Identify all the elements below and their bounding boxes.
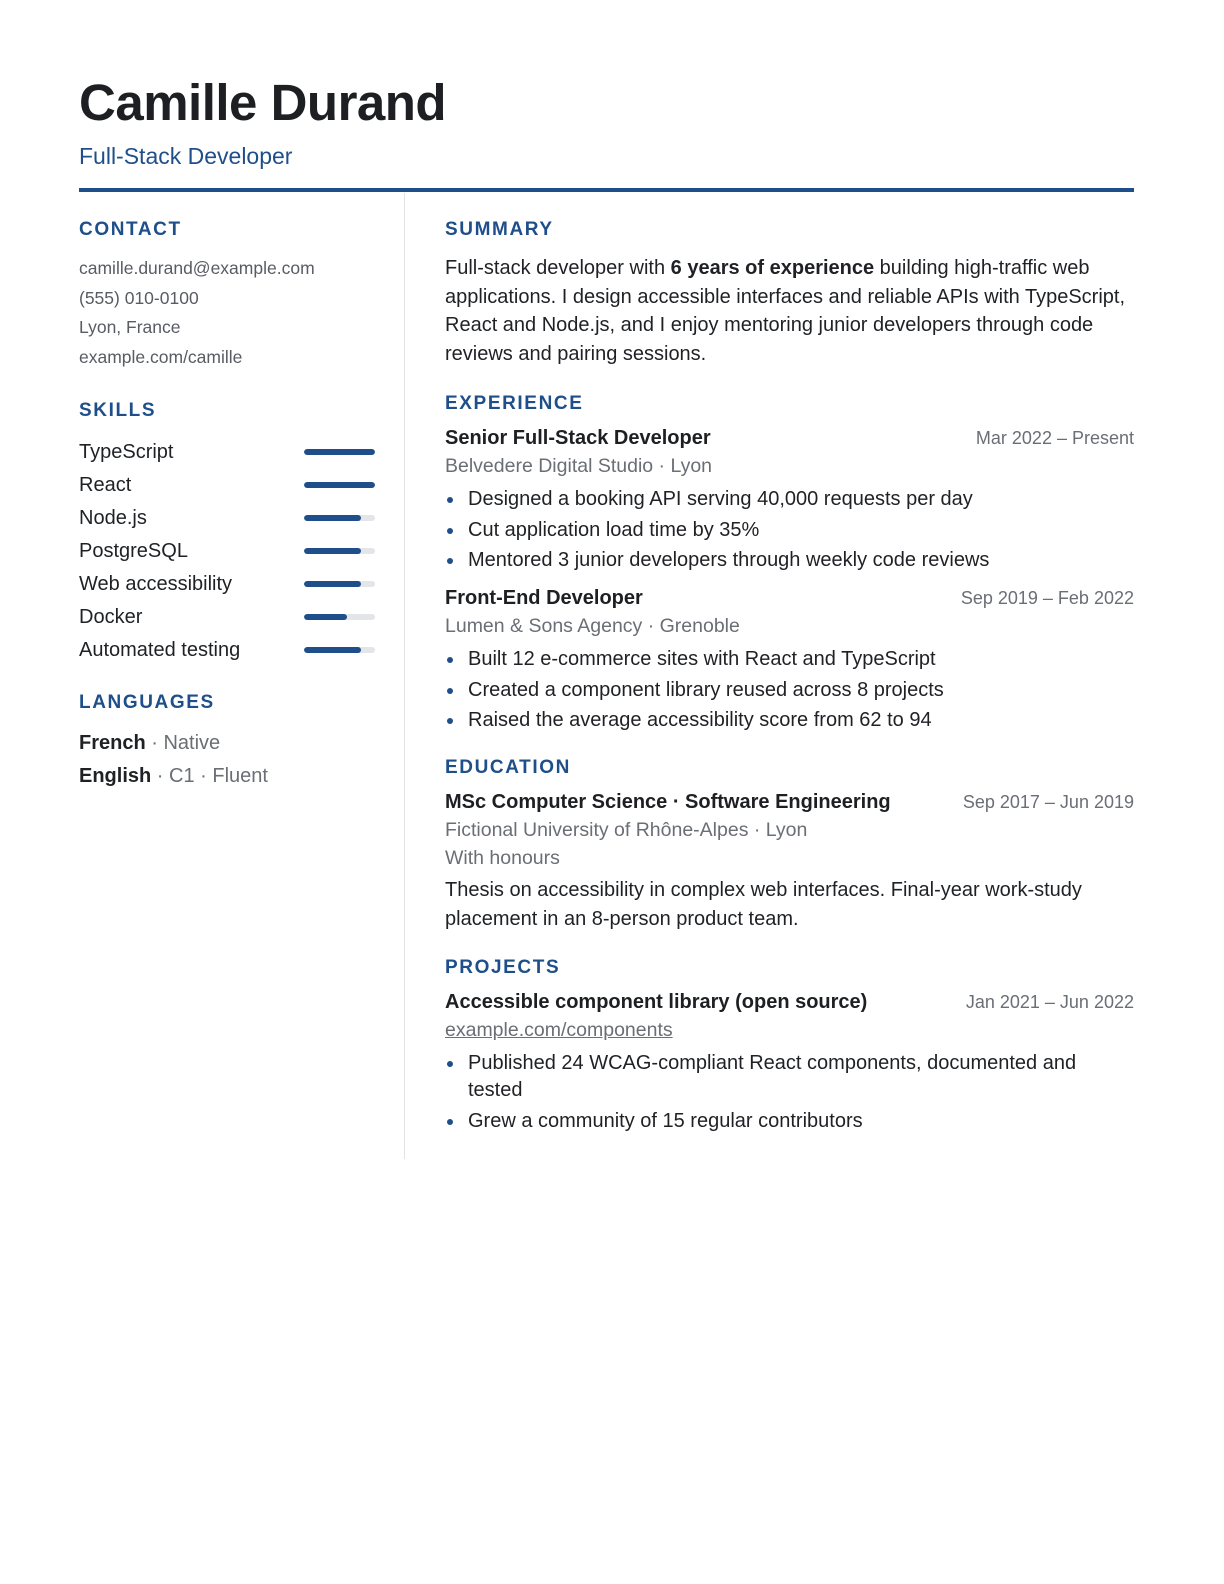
language-row: [79, 760, 379, 793]
list-item: Grew a community of 15 regular contributors: [445, 1108, 1134, 1135]
skill-name: Docker: [79, 605, 143, 628]
skill-level-bar: [304, 515, 375, 521]
summary-highlight: 6 years of experience: [670, 257, 875, 279]
language-level: · Native: [145, 731, 221, 754]
summary-text-start: Full-stack developer with: [445, 257, 671, 279]
skill-name: Automated testing: [79, 638, 241, 661]
contact-section: [79, 218, 379, 373]
project-entry: [445, 988, 1134, 1135]
contact-website[interactable]: example.com/camille: [79, 347, 243, 368]
education-description: Thesis on accessibility in complex web interfaces. Final-year work-study placement in an 8-person product team.: [445, 879, 1082, 930]
summary-heading: SUMMARY: [445, 219, 554, 240]
degree-title: MSc Computer Science · Software Engineering: [445, 791, 891, 813]
job-role: Senior Full-Stack Developer: [445, 427, 711, 449]
skill-name: React: [79, 473, 132, 496]
summary-text-end: building high-traffic web applications. I design accessible interfaces and reliable APIs with TypeScript, React and Node.js, and I enjoy mentoring junior developers through code reviews and pairing sessions.: [445, 257, 1125, 365]
experience-heading: EXPERIENCE: [445, 393, 584, 414]
list-item: Mentored 3 junior developers through weekly code reviews: [445, 547, 1134, 574]
skill-level-bar: [304, 581, 375, 587]
column-divider: [404, 193, 405, 1159]
school-name: Fictional University of Rhône-Alpes · Lyon: [445, 819, 808, 841]
skill-name: TypeScript: [79, 440, 174, 463]
contact-location: Lyon, France: [79, 317, 181, 338]
skill-row: [79, 502, 379, 535]
skill-level-fill: [304, 581, 361, 587]
list-item: Created a component library reused across 8 projects: [445, 677, 1134, 704]
sidebar-column: [79, 218, 379, 793]
project-name: Accessible component library (open source): [445, 991, 868, 1013]
languages-section: [79, 691, 379, 793]
skill-level-fill: [304, 614, 347, 620]
candidate-title: Full-Stack Developer: [79, 143, 293, 169]
education-heading: EDUCATION: [445, 757, 571, 778]
main-column: [445, 218, 1134, 1138]
skills-heading: SKILLS: [79, 399, 157, 421]
skill-row: [79, 634, 379, 667]
skill-level-bar: [304, 548, 375, 554]
skill-level-fill: [304, 647, 361, 653]
skill-level-bar: [304, 647, 375, 653]
job-organization: Lumen & Sons Agency · Grenoble: [445, 615, 740, 637]
language-name: English: [79, 764, 152, 787]
experience-entry: [445, 424, 1134, 574]
job-bullets: [445, 486, 1134, 574]
job-organization: Belvedere Digital Studio · Lyon: [445, 455, 713, 477]
summary-text: [445, 254, 1134, 368]
education-entry: [445, 788, 1134, 934]
skills-list: [79, 436, 379, 667]
job-dates: Sep 2019 – Feb 2022: [960, 588, 1134, 608]
education-honours: With honours: [445, 847, 560, 869]
contact-phone[interactable]: (555) 010-0100: [79, 287, 199, 308]
job-bullets: [445, 646, 1134, 734]
language-name: French: [79, 731, 146, 754]
job-role: Front-End Developer: [445, 587, 643, 609]
skill-row: [79, 469, 379, 502]
contact-heading: CONTACT: [79, 219, 182, 240]
summary-section: [445, 218, 1134, 368]
skill-level-fill: [304, 515, 361, 521]
skill-level-fill: [304, 449, 375, 455]
candidate-name: Camille Durand: [79, 74, 447, 131]
skill-row: [79, 436, 379, 469]
project-dates: Jan 2021 – Jun 2022: [965, 992, 1134, 1012]
experience-section: [445, 392, 1134, 734]
skill-name: Node.js: [79, 506, 147, 529]
skills-section: [79, 399, 379, 667]
experience-entry: [445, 584, 1134, 734]
list-item: Raised the average accessibility score from 62 to 94: [445, 707, 1134, 734]
skill-name: PostgreSQL: [79, 539, 188, 562]
list-item: Built 12 e-commerce sites with React and TypeScript: [445, 646, 1134, 673]
contact-email[interactable]: camille.durand@example.com: [79, 258, 315, 278]
list-item: Designed a booking API serving 40,000 requests per day: [445, 486, 1134, 513]
job-dates: Mar 2022 – Present: [975, 428, 1134, 448]
header-divider: [79, 188, 1134, 192]
skill-level-bar: [304, 614, 375, 620]
skill-level-fill: [304, 548, 361, 554]
list-item: Published 24 WCAG-compliant React components, documented and tested: [445, 1050, 1134, 1104]
skill-level-fill: [304, 482, 375, 488]
list-item: Cut application load time by 35%: [445, 517, 1134, 544]
skill-level-bar: [304, 482, 375, 488]
language-row: [79, 727, 379, 760]
skill-level-bar: [304, 449, 375, 455]
skill-name: Web accessibility: [79, 572, 233, 595]
project-bullets: [445, 1050, 1134, 1135]
projects-heading: PROJECTS: [445, 957, 561, 978]
education-section: [445, 756, 1134, 934]
skill-row: [79, 601, 379, 634]
language-level: · C1 · Fluent: [151, 764, 268, 787]
skill-row: [79, 568, 379, 601]
project-link[interactable]: example.com/components: [445, 1019, 673, 1041]
languages-heading: LANGUAGES: [79, 691, 215, 713]
skill-row: [79, 535, 379, 568]
resume-header: [79, 72, 1134, 170]
projects-section: [445, 956, 1134, 1135]
education-dates: Sep 2017 – Jun 2019: [962, 792, 1134, 812]
